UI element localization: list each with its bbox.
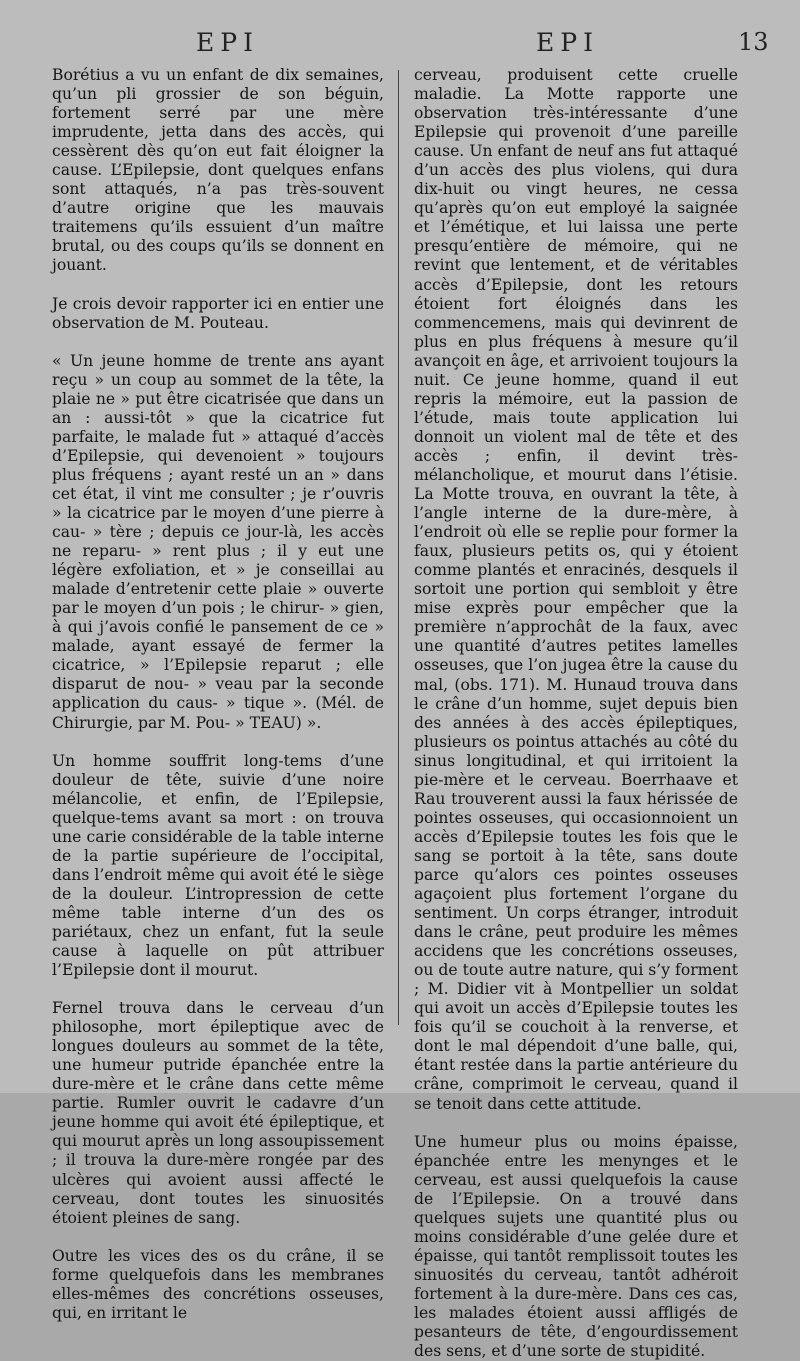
page-number: 13 [738, 28, 769, 56]
page-header [0, 28, 800, 62]
left-running-head: EPI [196, 28, 259, 57]
left-column [52, 66, 384, 1323]
paragraph-la-motte: cerveau, produisent cette cruelle maladie. La Motte rapporte une observation très-intéressante d’une Epilepsie qui provenoit d’une pareille cause. Un enfant de neuf ans fut attaqué d’un accès des plus violens, qui dura dix-huit ou vingt heures, ne cessa qu’après qu’on eut employé la saignée et l’émétique, et lui laissa une perte presqu’entière de mémoire, qui ne revint que lentement, et de véritables accès d’Epilepsie, dont les retours étoient fort éloignés dans les commencemens, mais qui devinrent de plus en plus fréquens à mesure qu’il avançoit en âge, et arrivoient toujours la nuit. Ce jeune homme, quand il eut repris la mémoire, eut la passion de l’étude, mais toute application lui donnoit un violent mal de tête et des accès ; enfin, il devint très-mélancholique, et mourut dans l’étisie. La Motte trouva, en ouvrant la tête, à l’angle interne de la dure-mère, à l’endroit où elle se replie pour former la faux, plusieurs petits os, qui y étoient comme plantés et enracinés, desquels il sortoit une portion qui sembloit y être mise exprès pour empêcher que la première n’approchât de la faux, avec une quantité d’autres petites lamelles osseuses, que l’on jugea être la cause du mal, (obs. 171). M. Hunaud trouva dans le crâne d’un homme, sujet depuis bien des années à des accès épileptiques, plusieurs os pointus attachés au côté du sinus longitudinal, et qui irritoient la pie-mère et le cerveau. Boerrhaave et Rau trouverent aussi la faux hérissée de pointes osseuses, qui occasionnoient un accès d’Epilepsie toutes les fois que le sang se portoit à la tête, sans doute parce qu’alors ces pointes osseuses agaçoient plus fortement l’organe du sentiment. Un corps étranger, introduit dans le crâne, peut produire les mêmes accidens que les concrétions osseuses, ou de toute autre nature, qui s’y forment ; M. Didier vit à Montpellier un soldat qui avoit un accès d’Epilepsie toutes les fois qu’il se couchoit à la renverse, et dont le mal dépendoit d’une balle, qui, étant restée dans la partie antérieure du crâne, comprimoit le cerveau, quand il se tenoit dans cette attitude. [414, 66, 738, 1113]
paragraph-thick-humour: Une humeur plus ou moins épaisse, épanchée entre les menynges et le cerveau, est aussi quelquefois la cause de l’Epilepsie. On a trouvé dans quelques sujets une quantité plus ou moins considérable d’une gelée dure et épaisse, qui tantôt remplissoit toutes les sinuosités du cerveau, tantôt adhéroit fortement à la dure-mère. Dans ces cas, les malades étoient aussi affligés de pesanteurs de tête, d’engourdissement des sens, et d’une sorte de stupidité. [414, 1132, 738, 1361]
paragraph-occipital: Un homme souffrit long-tems d’une douleur de tête, suivie d’une noire mélancolie, et enfin, de l’Epilepsie, quelque-tems avant sa mort : on trouva une carie considérable de la table interne de la partie supérieure de l’occipital, dans l’endroit même qui avoit été le siège de la douleur. L’intropression de cette même table interne d’un des os pariétaux, chez un enfant, fut la seule cause à laquelle on pût attribuer l’Epilepsie dont il mourut. [52, 751, 384, 980]
column-divider [398, 70, 399, 1025]
right-column [414, 66, 738, 1361]
right-running-head: EPI [536, 28, 599, 57]
quotation-pouteau: « Un jeune homme de trente ans ayant reçu » un coup au sommet de la tête, la plaie ne » put être cicatrisée que dans un an : aussi-tôt » que la cicatrice fut parfaite, le malade fut » attaqué d’accès d’Epilepsie, qui devenoient » toujours plus fréquens ; ayant resté un an » dans cet état, il vint me consulter ; je r’ouvris » la cicatrice par le moyen d’une pierre à cau- » tère ; depuis ce jour-là, les accès ne reparu- » rent plus ; il y eut une légère exfoliation, et » je conseillai au malade d’entretenir cette plaie » ouverte par le moyen d’un pois ; le chirur- » gien, à qui j’avois confié le pansement de ce » malade, ayant essayé de fermer la cicatrice, » l’Epilepsie reparut ; elle disparut de nou- » veau par la seconde application du caus- » tique ». (Mél. de Chirurgie, par M. Pou- » TEAU) ». [52, 351, 384, 732]
paragraph-boretius: Borétius a vu un enfant de dix semaines, qu’un pli grossier de son béguin, fortement serré par une mère imprudente, jetta dans des accès, qui cessèrent dès qu’on eut fait éloigner la cause. L’Epilepsie, dont quelques enfans sont attaqués, n’a pas très-souvent d’autre origine que les mauvais traitemens qu’ils essuient d’un maître brutal, ou des coups qu’ils se donnent en jouant. [52, 66, 384, 275]
paragraph-skull-vices: Outre les vices des os du crâne, il se forme quelquefois dans les membranes elles-mêmes des concrétions osseuses, qui, en irritant le [52, 1246, 384, 1322]
paragraph-fernel: Fernel trouva dans le cerveau d’un philosophe, mort épileptique avec de longues douleurs au sommet de la tête, une humeur putride épanchée entre la dure-mère et le crâne dans cette même partie. Rumler ouvrit le cadavre d’un jeune homme qui avoit été épileptique, et qui mourut après un long assoupissement ; il trouva la dure-mère rongée par des ulcères qui avoient aussi affecté le cerveau, dont toutes les sinuosités étoient pleines de sang. [52, 999, 384, 1227]
paragraph-pouteau-intro: Je crois devoir rapporter ici en entier une observation de M. Pouteau. [52, 294, 384, 332]
